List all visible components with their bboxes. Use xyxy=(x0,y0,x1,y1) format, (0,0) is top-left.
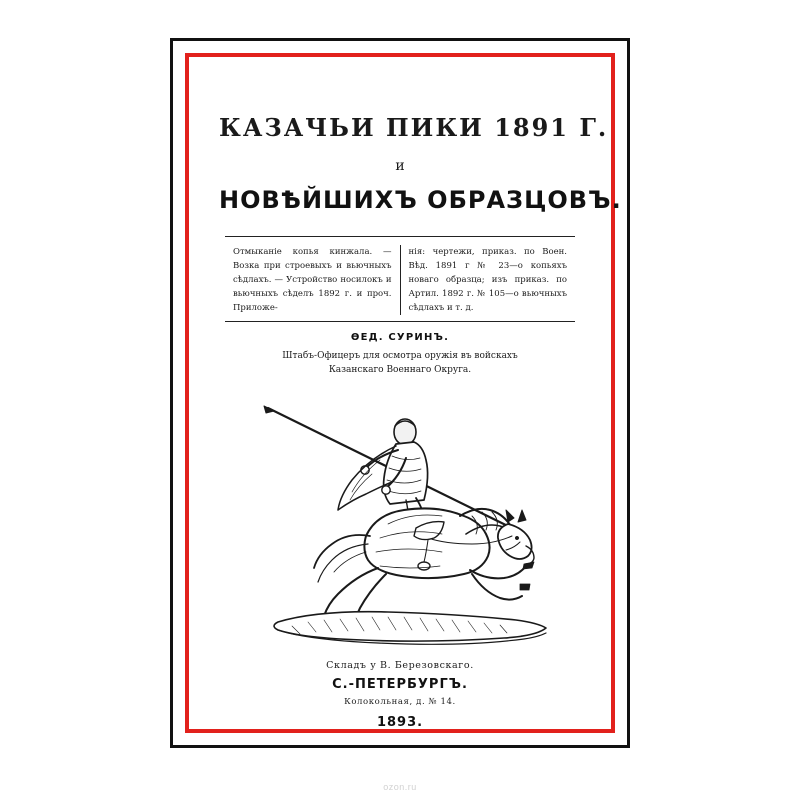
watermark-text: ozon.ru xyxy=(383,782,417,792)
imprint-depot: Складъ у В. Березовскаго. xyxy=(326,659,474,671)
divider-top xyxy=(225,236,575,237)
author-role-line-1: Штабъ-Офицеръ для осмотра оружія въ войскахъ xyxy=(282,351,518,362)
imprint-city: С.-ПЕТЕРБУРГЪ. xyxy=(332,676,468,692)
description-column-right: нія: чертежи, приказ. по Воен. Вѣд. 1891 г № 23—о копьяхъ новаго образца; изъ приказ. по Артил. 1892 г. № 105—о вьючныхъ сѣдлахъ и т. д. xyxy=(408,247,567,314)
cossack-lancer-illustration-svg xyxy=(220,386,580,651)
cover-illustration xyxy=(219,386,581,656)
book-cover xyxy=(170,38,630,748)
description-columns xyxy=(225,245,575,315)
imprint-year: 1893. xyxy=(376,714,424,730)
cover-red-border xyxy=(185,53,622,733)
divider-bottom xyxy=(225,321,575,322)
description-column-left: Отмыканіе копья кинжала. — Возка при строевыхъ и вьючныхъ сѣдлахъ. — Устройство носилокъ и вьючныхъ сѣделъ 1892 г. и проч. Приложе- xyxy=(225,245,401,315)
author-name: ѲЕД. СУРИНЪ. xyxy=(350,332,450,344)
title-conjunction: и xyxy=(395,158,405,174)
author-role-line-2: Казанскаго Военнаго Округа. xyxy=(328,365,472,376)
page-subtitle: НОВѢЙШИХЪ ОБРАЗЦОВЪ. xyxy=(219,186,622,214)
cover-content xyxy=(199,67,622,730)
imprint-address: Колокольная, д. № 14. xyxy=(344,696,456,707)
page-title: КАЗАЧЬИ ПИКИ 1891 Г. xyxy=(219,113,609,142)
imprint-block xyxy=(219,660,581,730)
